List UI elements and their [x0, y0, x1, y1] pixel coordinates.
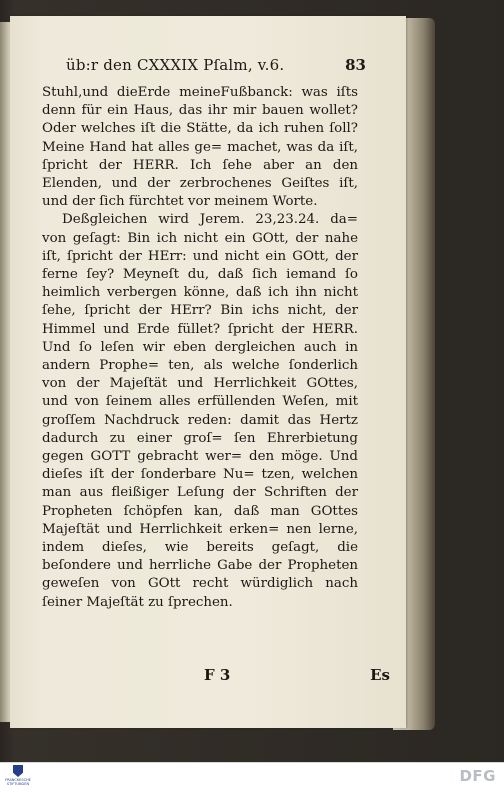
body-text [42, 84, 358, 612]
library-logo-text: FRANCKESCHE STIFTUNGEN [5, 778, 31, 786]
bleed-through-text [82, 648, 362, 660]
book-page [10, 16, 406, 728]
dfg-logo[interactable]: DFG [459, 767, 496, 785]
library-shield-icon [13, 765, 23, 777]
facing-page-edge [0, 22, 10, 722]
running-head: üb:r den CXXXIX Pſalm, v.6. [66, 56, 285, 74]
paragraph-1: Stuhl,und dieErde meineFußbanck: was iſts denn für ein Haus, das ihr mir bauen wollet? Oder welches iſt die Stätte, da ich ruhen ſoll? Meine Hand hat alles ge= machet, was da iſt, ſpricht der HERR. Ich ſehe aber an den Elenden, und der zerbrochenes Geiſtes iſt, und der ſich fürchtet vor meinem Worte. [42, 85, 358, 210]
paragraph-2: Deßgleichen wird Jerem. 23,23.24. da= von geſagt: Bin ich nicht ein GOtt, der nahe iſt, ſpricht der HErr: und nicht ein GOtt, der ferne ſey? Meyneſt du, daß ſich iemand ſo heimlich verbergen könne, daß ich ihn nicht ſehe, ſpricht der HErr? Bin ichs nicht, der Himmel und Erde füllet? ſpricht der HERR. Und ſo leſen wir eben dergleichen auch in andern Prophe= ten, als welche ſonderlich von der Majeſtät und Herrlichkeit GOttes, und von ſeinem alles erfüllenden Weſen, mit groſſem Nachdruck reden: damit das Hertz dadurch zu einer groſ= ſen Ehrerbietung gegen GOTT gebracht wer= den möge. Und dieſes iſt der ſonderbare Nu= tzen, welchen man aus fleißiger Leſung der Schriften der Propheten ſchöpfen kan, daß man GOttes Majeſtät und Herrlichkeit erken= nen lerne, indem dieſes, wie bereits geſagt, die beſondere und herrliche Gabe der Propheten geweſen von GOtt recht würdiglich nach ſeiner Majeſtät zu ſprechen. [42, 212, 358, 610]
viewer-footer [0, 762, 504, 792]
page-number: 83 [345, 56, 366, 74]
page-header [66, 56, 366, 80]
catchword: Es [370, 666, 390, 684]
signature-mark: F 3 [204, 666, 231, 684]
library-logo[interactable] [4, 765, 32, 789]
